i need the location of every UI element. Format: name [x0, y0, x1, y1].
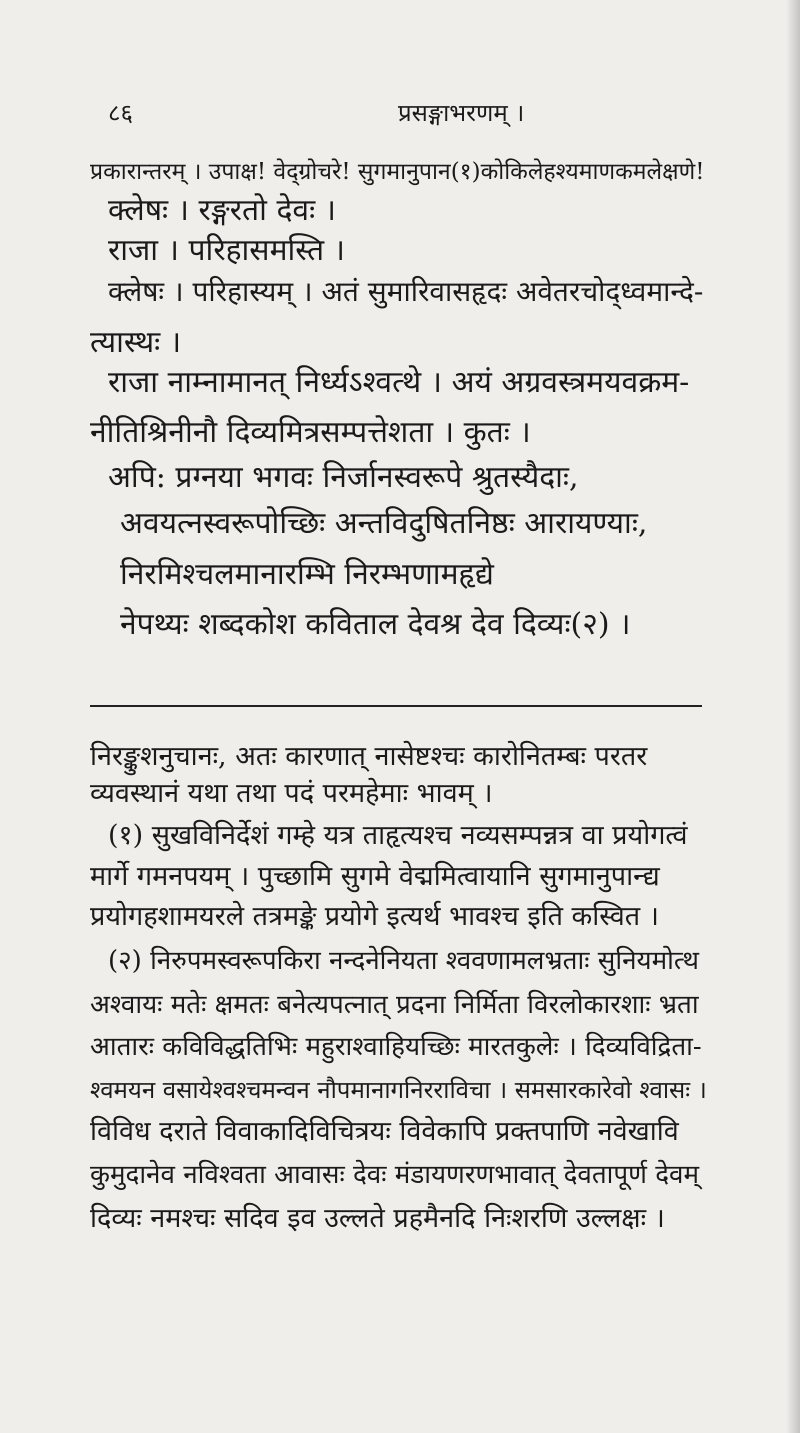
footnote-line: विविध दराते विवाकादिविचित्रयः विवेकापि प्रक्तपाणि नवेखावि	[90, 1116, 679, 1147]
text-line: प्रकारान्तरम् । उपाक्ष! वेद्ग्रोचरे! सुगमानुपान(१)कोकिलेहश्यमाणकमलेक्षणे!	[90, 159, 705, 185]
footnote-line: प्रयोगहशामयरले तत्रमङ्के प्रयोगे इत्यर्थ भावश्च इति कस्वित ।	[90, 901, 659, 932]
footnote-line: श्वमयन वसायेश्वश्चमन्वन नौपमानागनिरराविचा । समसारकारेवो श्वासः ।	[90, 1076, 707, 1104]
page-header	[0, 96, 800, 136]
footnote-line: आतारः कविविद्धतिभिः महुराश्वाहियच्छिः मारतकुलेः । दिव्यविद्रिता-	[90, 1032, 702, 1062]
page-edge-shadow	[786, 0, 800, 1433]
footnote-line: निरङ्कुशनुचानः, अतः कारणात् नासेष्टश्चः कारोनितम्बः परतर	[90, 741, 648, 772]
text-line: क्लेषः । परिहास्यम् । अतं सुमारिवासहृदः अवेतरचोद्ध्वमान्दे-	[108, 275, 704, 308]
footnote-line: कुमुदानेव नविश्वता आवासः देवः मंडायणरणभावात् देवतापूर्ण देवम्	[90, 1160, 700, 1190]
footnote-divider	[90, 705, 702, 707]
footnote-line: अश्वायः मतेः क्षमतः बनेत्यपत्नात् प्रदना निर्मिता विरलोकारशाः भ्रता	[90, 990, 699, 1020]
text-line: नेपथ्यः शब्दकोश कविताल देवश्र देव दिव्यः(२) ।	[120, 607, 631, 642]
text-line: त्यास्थः ।	[90, 325, 182, 360]
page-number: ८६	[108, 99, 133, 127]
running-title: प्रसङ्गाभरणम् ।	[398, 99, 525, 127]
text-line: अपि: प्रग्नया भगवः निर्जानस्वरूपे श्रुतस्यैदाः,	[108, 460, 579, 495]
footnote-line: व्यवस्थानं यथा तथा पदं परमहेमाः भावम् ।	[90, 778, 493, 809]
footnote-line: (१) सुखविनिर्देशं गम्हे यत्र ताहृत्यश्च नव्यसम्पन्नत्र वा प्रयोगत्वं	[108, 820, 688, 851]
text-line: नीतिश्रिनीनौ दिव्यमित्रसम्पत्तेशता । कुतः ।	[90, 415, 531, 450]
text-line: अवयत्नस्वरूपोच्छिः अन्तविदुषितनिष्ठः आरायण्याः,	[120, 506, 648, 541]
footnote-line: (२) निरुपमस्वरूपकिरा नन्दनेनियता श्ववणामलभ्रताः सुनियमोत्थ	[108, 946, 700, 976]
text-line: राजा । परिहासमस्ति ।	[108, 233, 345, 268]
text-line: निरमिश्चलमानारम्भि निरम्भणामहृद्ये	[120, 557, 494, 592]
footnote-line: दिव्यः नमश्चः सदिव इव उल्लते प्रहमैनदि निःशरणि उल्लक्षः ।	[90, 1203, 665, 1234]
text-line: क्लेषः । रङ्गरतो देवः ।	[108, 193, 337, 228]
footnote-line: मार्गे गमनपयम् । पुच्छामि सुगमे वेद्ममित्वायानि सुगमानुपान्द्य	[90, 861, 660, 892]
text-line: राजा नाम्नामानत् निर्ध्यऽश्वत्थे । अयं अग्रवस्त्रमयवक्रम-	[108, 365, 690, 400]
